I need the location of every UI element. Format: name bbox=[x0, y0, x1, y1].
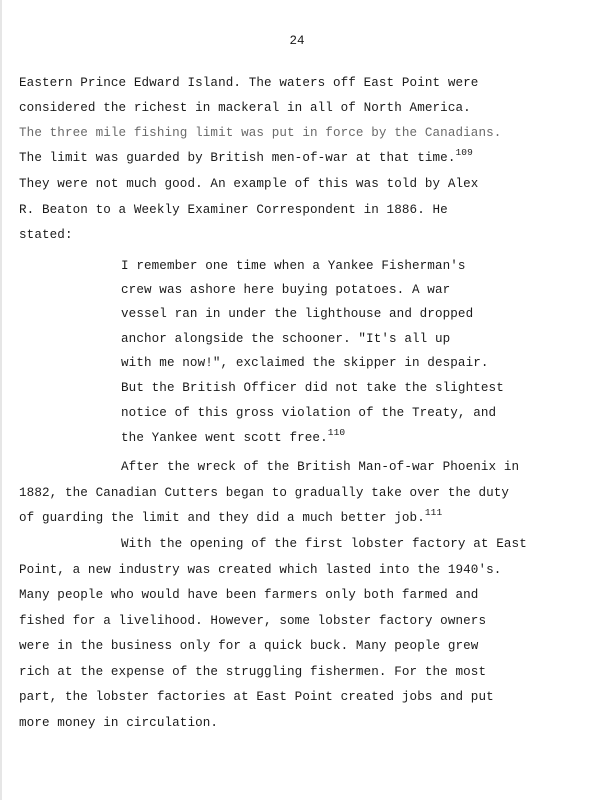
page-number: 24 bbox=[289, 34, 305, 48]
quote-line: vessel ran in under the lighthouse and dropped bbox=[121, 307, 474, 321]
body-line: Many people who would have been farmers only both farmed and bbox=[19, 588, 479, 602]
body-line: R. Beaton to a Weekly Examiner Correspondent in 1886. He bbox=[19, 203, 448, 217]
body-line: Eastern Prince Edward Island. The waters off East Point were bbox=[19, 76, 479, 90]
footnote-ref: 109 bbox=[455, 147, 473, 158]
quote-line: notice of this gross violation of the Treaty, and bbox=[121, 406, 497, 420]
body-line: more money in circulation. bbox=[19, 716, 219, 730]
body-line: stated: bbox=[19, 228, 73, 242]
body-line: 1882, the Canadian Cutters began to gradually take over the duty bbox=[19, 486, 510, 500]
body-line: rich at the expense of the struggling fishermen. For the most bbox=[19, 665, 487, 679]
body-line: of guarding the limit and they did a much better job.$^{111}$ bbox=[19, 507, 443, 525]
quote-line: the Yankee went scott free.$^{110}$ bbox=[121, 427, 346, 445]
body-line: With the opening of the first lobster factory at East bbox=[121, 537, 527, 551]
body-line: fished for a livelihood. However, some lobster factory owners bbox=[19, 614, 487, 628]
footnote-ref: 110 bbox=[327, 427, 346, 438]
body-line: The limit was guarded by British men-of-war at that time.$^{109}$ bbox=[19, 147, 473, 165]
footnote-ref: 111 bbox=[424, 507, 443, 518]
quote-line: crew was ashore here buying potatoes. A war bbox=[121, 283, 451, 297]
body-line: They were not much good. An example of this was told by Alex bbox=[19, 177, 479, 191]
body-line: Point, a new industry was created which lasted into the 1940's. bbox=[19, 563, 502, 577]
scan-edge-left bbox=[0, 0, 2, 800]
quote-line: I remember one time when a Yankee Fisherman's bbox=[121, 259, 466, 273]
quote-line: But the British Officer did not take the slightest bbox=[121, 381, 504, 395]
quote-line: with me now!", exclaimed the skipper in despair. bbox=[121, 356, 489, 370]
body-line: After the wreck of the British Man-of-war Phoenix in bbox=[121, 460, 520, 474]
body-line: were in the business only for a quick buck. Many people grew bbox=[19, 639, 479, 653]
body-line: part, the lobster factories at East Point created jobs and put bbox=[19, 690, 494, 704]
quote-line: anchor alongside the schooner. "It's all up bbox=[121, 332, 451, 346]
body-line: The three mile fishing limit was put in force by the Canadians. bbox=[19, 126, 502, 140]
body-line: considered the richest in mackeral in all of North America. bbox=[19, 101, 471, 115]
